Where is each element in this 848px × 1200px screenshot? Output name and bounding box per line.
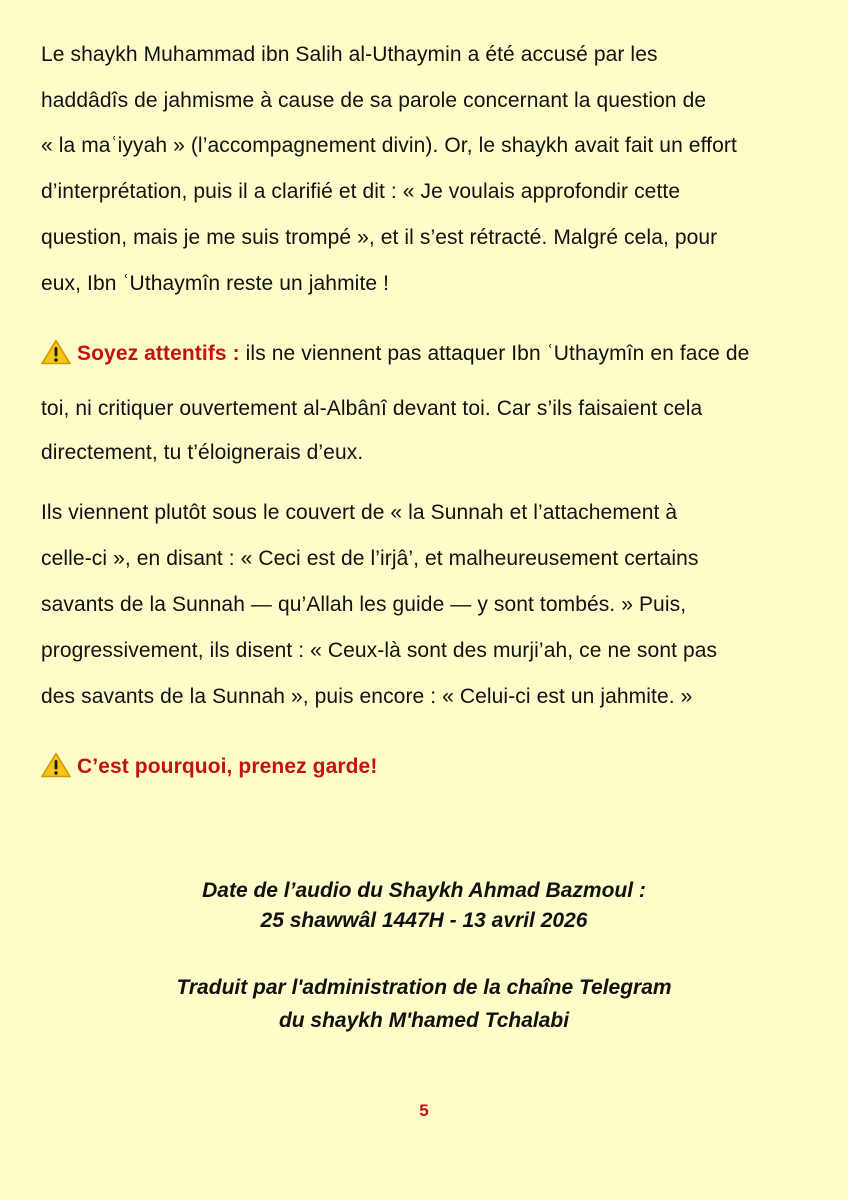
paragraph-2-line-2: celle-ci », en disant : « Ceci est de l’irjâ’, et malheureusement certains	[41, 547, 699, 570]
paragraph-2-line-4: progressivement, ils disent : « Ceux-là sont des murji’ah, ce ne sont pas	[41, 639, 718, 662]
paragraph-1-line-2: haddâdîs de jahmisme à cause de sa parole concernant la question de	[41, 89, 707, 112]
paragraph-2-line-1: Ils viennent plutôt sous le couvert de « la Sunnah et l’attachement à	[41, 501, 678, 524]
paragraph-2-line-3: savants de la Sunnah — qu’Allah les guide — y sont tombés. » Puis,	[41, 593, 687, 616]
warning-icon	[41, 752, 71, 778]
translation-credit-line-1: Traduit par l'administration de la chaîne Telegram	[176, 976, 672, 999]
paragraph-1-line-1: Le shaykh Muhammad ibn Salih al-Uthaymin a été accusé par les	[41, 43, 658, 66]
page-number: 5	[419, 1101, 429, 1120]
paragraph-1-line-6: eux, Ibn ʿUthaymîn reste un jahmite !	[41, 272, 390, 295]
paragraph-2-line-5: des savants de la Sunnah », puis encore : « Celui-ci est un jahmite. »	[41, 685, 693, 708]
translation-credit-line-2: du shaykh M'hamed Tchalabi	[278, 1009, 570, 1032]
warning-2-label: C’est pourquoi, prenez garde!	[77, 755, 378, 778]
paragraph-1-line-3: « la maʿiyyah » (l’accompagnement divin). Or, le shaykh avait fait un effort	[41, 134, 737, 157]
warning-1-text: ils ne viennent pas attaquer Ibn ʿUthaymîn en face de	[239, 342, 750, 365]
audio-date-label: Date de l’audio du Shaykh Ahmad Bazmoul :	[202, 879, 646, 902]
warning-1-line-2: toi, ni critiquer ouvertement al-Albânî devant toi. Car s’ils faisaient cela	[41, 397, 703, 420]
audio-date: 25 shawwâl 1447H - 13 avril 2026	[260, 909, 588, 932]
warning-2-line	[41, 752, 377, 781]
warning-icon	[41, 339, 71, 365]
paragraph-1-line-4: d’interprétation, puis il a clarifié et dit : « Je voulais approfondir cette	[41, 180, 681, 203]
warning-1-line-1	[41, 339, 749, 368]
warning-1-label: Soyez attentifs :	[77, 342, 240, 365]
warning-1-line-3: directement, tu t’éloignerais d’eux.	[41, 441, 364, 464]
paragraph-1-line-5: question, mais je me suis trompé », et il s’est rétracté. Malgré cela, pour	[41, 226, 718, 249]
